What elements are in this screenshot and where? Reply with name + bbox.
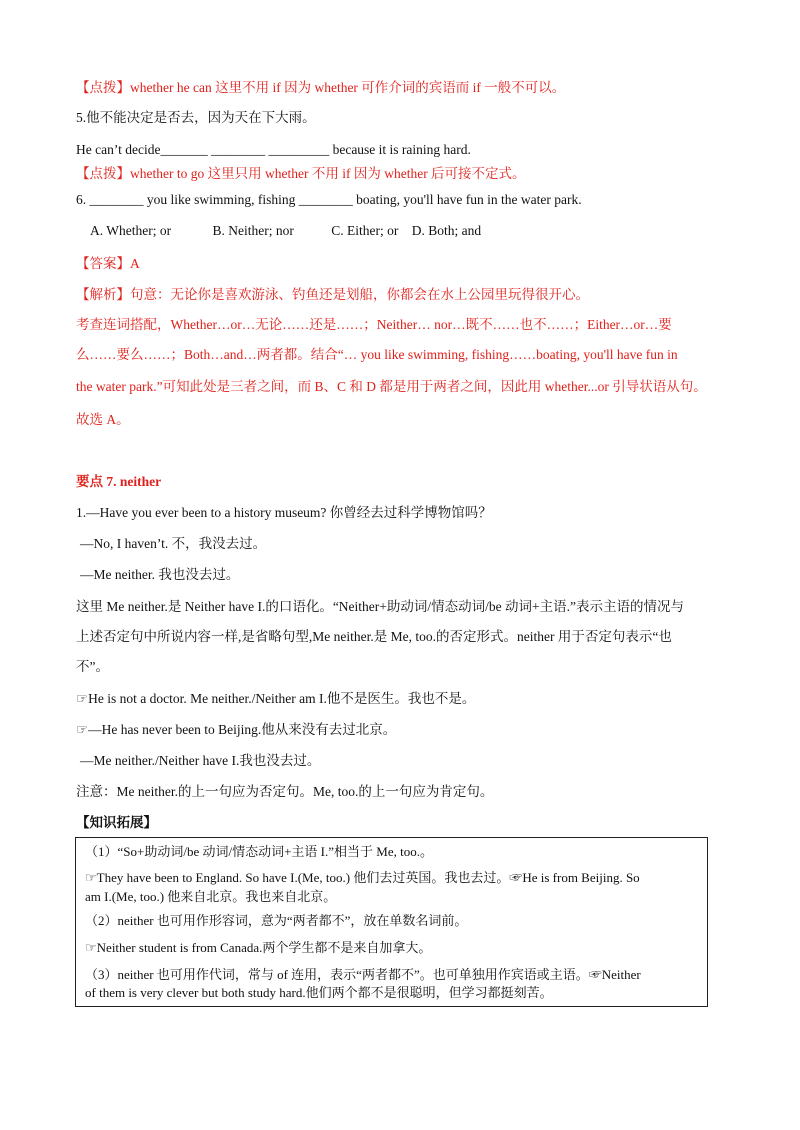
extension-point-3b: of them is very clever but both study hard.他们两个都不是很聪明，但学习都挺刻苦。 — [85, 985, 553, 1000]
analysis-line-4: the water park.”可知此处是三者之间，而 B、C 和 D 都是用于两者之间，因此用 whether...or 引导状语从句。 — [76, 379, 707, 394]
question-5-prompt: 5.他不能决定是否去，因为天在下大雨。 — [76, 110, 316, 125]
note: 注意：Me neither.的上一句应为否定句。Me, too.的上一句应为肯定句。 — [76, 784, 494, 799]
extension-heading: 【知识拓展】 — [76, 815, 157, 830]
example-3-reply: —Me neither./Neither have I.我也没去过。 — [80, 753, 321, 768]
question-6-options — [90, 221, 740, 241]
extension-example-2: ☞Neither student is from Canada.两个学生都不是来自加拿大。 — [85, 940, 432, 955]
example-1-reply-a: —No, I haven’t. 不，我没去过。 — [80, 536, 267, 551]
example-1-reply-b: —Me neither. 我也没去过。 — [80, 567, 240, 582]
hint-q5: 【点拨】whether to go 这里只用 whether 不用 if 因为 whether 后可接不定式。 — [76, 166, 526, 181]
example-2: ☞He is not a doctor. Me neither./Neither am I.他不是医生。我也不是。 — [76, 691, 476, 706]
question-5-sentence: He can’t decide_______ ________ _________ because it is raining hard. — [76, 142, 471, 157]
example-3-question: ☞—He has never been to Beijing.他从来没有去过北京。 — [76, 722, 397, 737]
explanation-line-1: 这里 Me neither.是 Neither have I.的口语化。“Neither+助动词/情态动词/be 动词+主语.”表示主语的情况与 — [76, 599, 685, 614]
explanation-line-3: 不”。 — [76, 659, 109, 674]
extension-box — [75, 837, 708, 1007]
question-6-stem: 6. ________ you like swimming, fishing ________ boating, you'll have fun in the water park. — [76, 192, 582, 207]
option-b: B. Neither; nor — [212, 223, 294, 238]
example-1-question: 1.—Have you ever been to a history museum? 你曾经去过科学博物馆吗？ — [76, 505, 492, 520]
extension-point-2: （2）neither 也可用作形容词，意为“两者都不”，放在单数名词前。 — [85, 913, 468, 928]
extension-example-1a: ☞They have been to England. So have I.(Me, too.) 他们去过英国。我也去过。☞He is from Beijing. So — [85, 870, 640, 885]
extension-point-1: （1）“So+助动词/be 动词/情态动词+主语 I.”相当于 Me, too.。 — [85, 844, 433, 859]
analysis-line-5: 故选 A。 — [76, 412, 130, 427]
analysis-line-3: 么……要么……；Both…and…两者都。结合“… you like swimming, fishing……boating, you'll have fun in — [76, 347, 678, 362]
extension-example-1b: am I.(Me, too.) 他来自北京。我也来自北京。 — [85, 889, 337, 904]
explanation-line-2: 上述否定句中所说内容一样,是省略句型,Me neither.是 Me, too.的否定形式。neither 用于否定句表示“也 — [76, 629, 672, 644]
analysis-line-2: 考查连词搭配，Whether…or…无论……还是……；Neither… nor…既不……也不……；Either…or…要 — [76, 317, 672, 332]
option-a: A. Whether; or — [90, 223, 172, 238]
option-d: D. Both; and — [411, 223, 482, 238]
hint-q4: 【点拨】whether he can 这里不用 if 因为 whether 可作介词的宾语而 if 一般不可以。 — [76, 80, 566, 95]
answer-q6: 【答案】A — [76, 256, 140, 271]
analysis-line-1: 【解析】句意：无论你是喜欢游泳、钓鱼还是划船，你都会在水上公园里玩得很开心。 — [76, 287, 589, 302]
section-heading: 要点 7. neither — [76, 474, 162, 489]
extension-point-3a: （3）neither 也可用作代词，常与 of 连用，表示“两者都不”。也可单独用作宾语或主语。☞Neither — [85, 967, 641, 982]
option-c: C. Either; or — [331, 223, 399, 238]
